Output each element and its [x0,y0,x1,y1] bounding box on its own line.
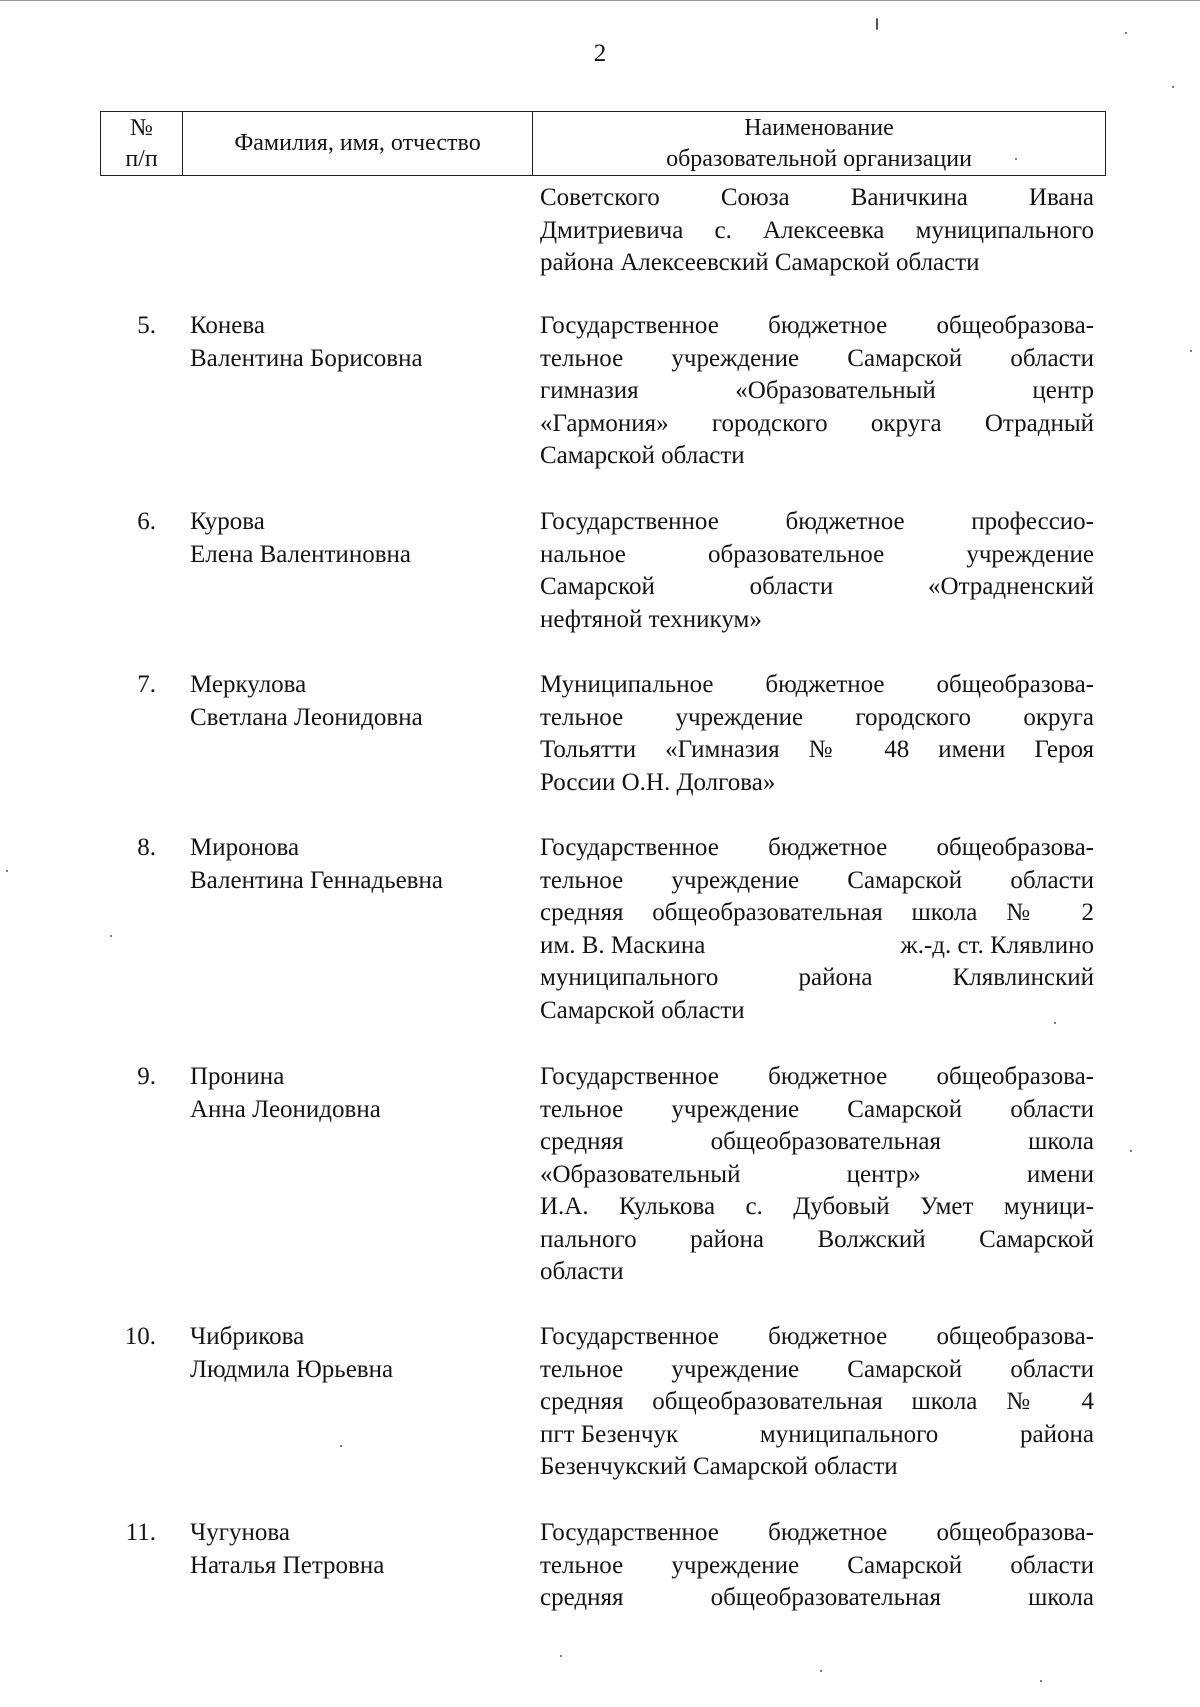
row-number: 6. [137,508,156,535]
row-surname: Чугунова [190,1519,290,1546]
org-line: Государственное бюджетное общеобразова- [540,312,1094,339]
org-line [540,962,1094,995]
org-word: пгт Безенчук [540,1420,679,1448]
continuation-org [540,182,1094,280]
row-organization [540,1061,1094,1289]
org-word: бюджетное [785,508,905,535]
row-number: 5. [137,312,156,339]
org-word: общеобразовательная [710,1128,941,1155]
header-org-line2: образовательной организации [666,145,972,172]
org-line [540,930,1094,963]
row-person-name [190,310,510,375]
row-number: 9. [137,1063,156,1090]
row-organization [540,1321,1094,1484]
scan-speck [1015,158,1017,160]
row-person-name [190,669,510,734]
org-line: Безенчукский Самарской области [540,1453,898,1480]
org-line: тельное учреждение Самарской области [540,1355,1094,1383]
header-num-cell [101,112,183,175]
header-fio-cell [183,112,533,175]
scan-speck [1172,86,1174,88]
org-line: тельное учреждение городского округа [540,703,1094,731]
org-word: центр» [846,1160,921,1188]
org-word: образовательное [708,540,885,568]
row-given-names: Светлана Леонидовна [190,703,423,731]
org-word: Клявлинский [952,964,1094,991]
org-line: Государственное бюджетное общеобразова- [540,834,1094,861]
org-line: Муниципальное бюджетное общеобразова- [540,671,1094,698]
scan-speck [1054,1022,1056,1024]
table-header [100,111,1106,176]
org-word: Советского [540,184,660,211]
row-given-names: Валентина Геннадьевна [190,866,443,894]
org-word: имени [1026,1160,1094,1188]
org-line: нефтяной техникум» [540,605,762,633]
header-num-line1: № [130,114,153,141]
scan-speck [6,870,8,872]
org-line [540,1419,1094,1452]
row-given-names: Валентина Борисовна [190,344,423,372]
row-number: 7. [137,671,156,698]
row-surname: Миронова [190,834,300,861]
org-word: общеобразовательная [710,1584,941,1611]
org-word: школа [1028,1584,1094,1611]
row-given-names: Елена Валентиновна [190,540,411,568]
row-surname: Чибрикова [190,1323,305,1350]
header-org-line1: Наименование [744,114,894,141]
scan-speck [1130,1150,1132,1152]
scan-speck [560,1655,562,1657]
row-given-names: Людмила Юрьевна [190,1355,394,1383]
org-line: Дмитриевича с. Алексеевка муниципального [540,216,1094,244]
org-line [540,506,1094,539]
org-word: центр [1032,377,1094,404]
org-word: Ваничкина [850,184,968,211]
row-number: 8. [137,834,156,861]
row-organization [540,832,1094,1027]
org-word: района [798,964,873,991]
org-line [540,571,1094,604]
row-organization [540,310,1094,473]
scan-speck [876,18,878,30]
org-word: района [1020,1420,1094,1448]
header-org-cell [533,112,1105,175]
org-line: Государственное бюджетное общеобразова- [540,1519,1094,1546]
org-word: «Отрадненский [928,573,1094,600]
page-number: 2 [593,40,607,67]
scan-speck [1040,1680,1042,1682]
org-line [540,1582,1094,1615]
header-fio: Фамилия, имя, отчество [234,130,481,156]
org-line: пального района Волжский Самарской [540,1225,1094,1253]
row-organization [540,1517,1094,1615]
org-word: Союза [720,184,790,211]
org-line: «Гармония» городского округа Отрадный [540,409,1094,437]
org-line: Самарской области [540,442,745,469]
org-line: средняя общеобразовательная школа № 4 [540,1388,1094,1415]
row-person-name [190,1517,510,1582]
org-word: гимназия [540,377,639,404]
org-line: тельное учреждение Самарской области [540,344,1094,372]
row-surname: Курова [190,508,265,535]
row-organization [540,506,1094,636]
row-surname: Конева [190,312,265,339]
row-person-name [190,1321,510,1386]
header-num-line2: п/п [125,145,158,172]
org-word: им. В. Маскина [540,931,706,959]
row-person-name [190,506,510,571]
org-word: Самарской [540,573,655,600]
scan-speck [110,935,112,937]
org-word: «Образовательный [735,377,936,404]
scan-speck [1125,32,1127,34]
row-surname: Меркулова [190,671,307,698]
row-surname: Пронина [190,1063,285,1090]
org-word: Государственное [540,508,719,535]
row-given-names: Наталья Петровна [190,1551,385,1579]
org-line [540,1159,1094,1192]
org-line: Самарской области [540,996,745,1024]
row-person-name [190,1061,510,1126]
scan-speck [1190,350,1192,352]
org-word: «Образовательный [540,1160,741,1188]
org-word: муниципального [540,964,719,991]
org-word: школа [1028,1128,1094,1155]
org-word: учреждение [966,540,1094,568]
row-organization [540,669,1094,799]
org-line: тельное учреждение Самарской области [540,1551,1094,1579]
org-word: ж.-д. ст. Клявлино [900,931,1094,959]
org-line [540,182,1094,215]
org-line: России О.Н. Долгова» [540,768,776,796]
org-line: района Алексеевский Самарской области [540,249,980,276]
org-line [540,1126,1094,1159]
org-line: И.А. Кулькова с. Дубовый Умет муници- [540,1193,1094,1220]
row-number: 10. [124,1323,156,1350]
org-line: тельное учреждение Самарской области [540,1095,1094,1123]
org-word: муниципального [759,1420,939,1448]
org-word: области [749,573,834,600]
org-line: средняя общеобразовательная школа № 2 [540,899,1094,926]
org-line: Государственное бюджетное общеобразова- [540,1063,1094,1090]
org-line: тельное учреждение Самарской области [540,866,1094,894]
org-line: Тольятти «Гимназия № 48 имени Героя [540,736,1094,763]
org-line: Государственное бюджетное общеобразова- [540,1323,1094,1350]
org-word: средняя [540,1128,624,1155]
org-word: Ивана [1028,184,1094,211]
org-line [540,375,1094,408]
scan-speck [340,1445,342,1447]
org-word: средняя [540,1584,624,1611]
row-person-name [190,832,510,897]
row-number: 11. [125,1519,156,1546]
scan-top-edge [0,0,1200,1]
org-word: нальное [540,540,626,568]
org-line: области [540,1258,624,1285]
org-line [540,539,1094,572]
org-word: профессио- [971,508,1094,535]
scan-speck [820,1670,822,1672]
row-given-names: Анна Леонидовна [190,1095,381,1123]
